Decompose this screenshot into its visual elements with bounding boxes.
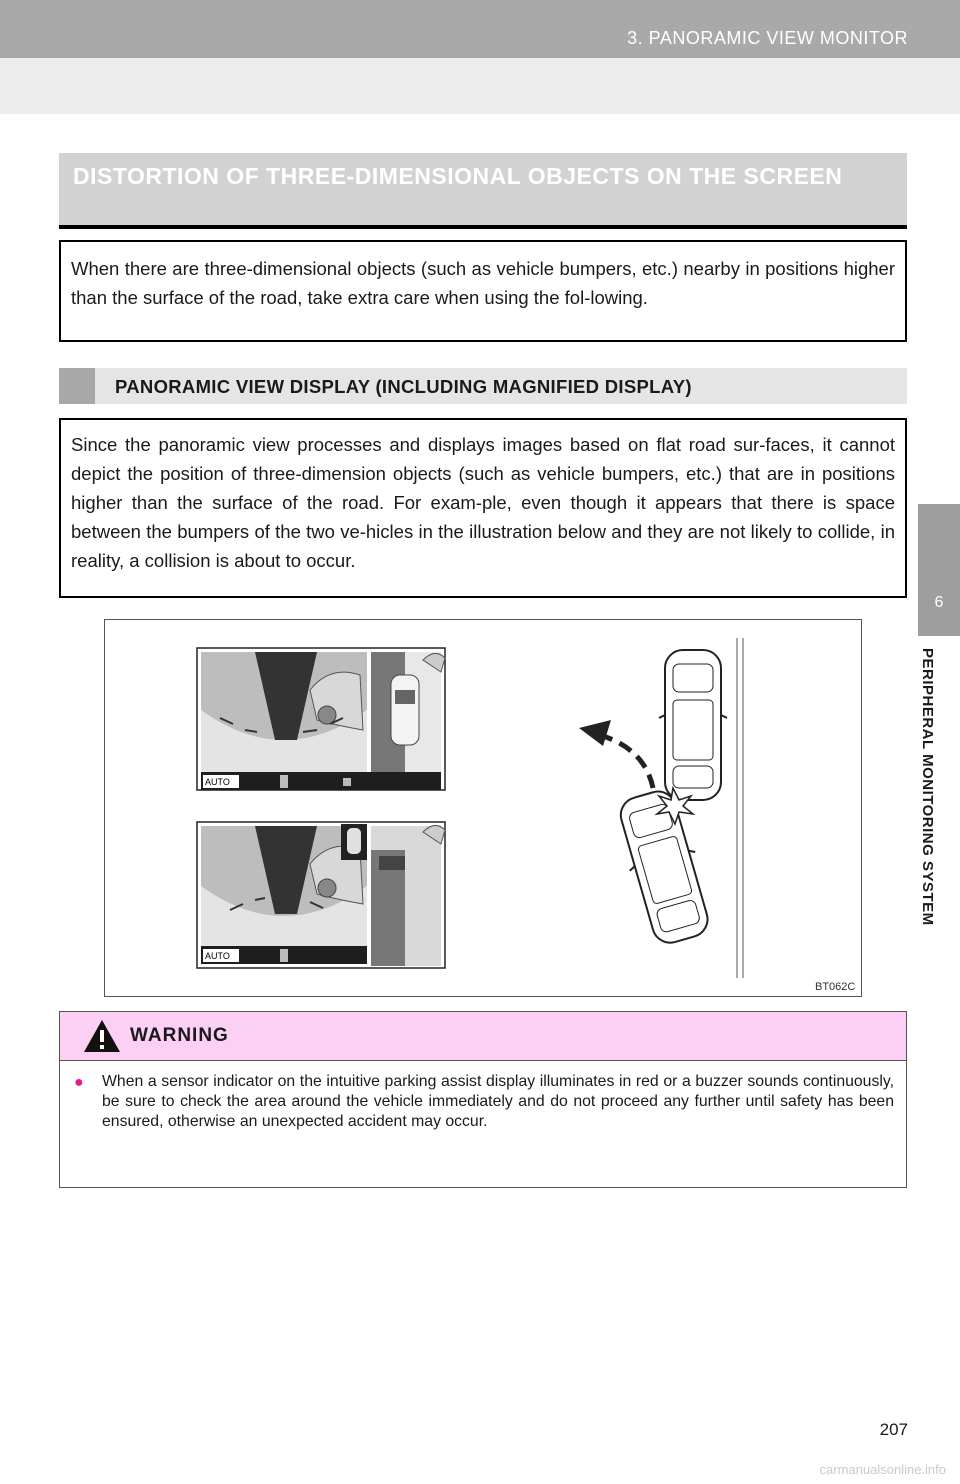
header-bar: [0, 0, 960, 58]
subsection-marker: [59, 368, 95, 404]
chapter-title: 3. PANORAMIC VIEW MONITOR: [627, 28, 908, 48]
section-heading: [59, 153, 907, 229]
warning-header: [60, 1012, 906, 1061]
header-band: [0, 58, 960, 114]
screen-label-top: AUTO: [205, 777, 230, 787]
monitor-screen-bottom: [197, 822, 445, 968]
chapter-tab[interactable]: [918, 504, 960, 636]
direction-arrow: [579, 720, 611, 746]
page-number: 207: [879, 1420, 908, 1439]
illustration-code: BT062C: [815, 981, 856, 993]
illustration-drawing: [105, 620, 861, 996]
section-title: DISTORTION OF THREE-DIMENSIONAL OBJECTS ON THE SCREEN: [73, 163, 843, 189]
warning-text: When a sensor indicator on the intuitive parking assist display illuminates in red or a buzzer sounds continuously, be sure to check the area around the vehicle immediately and do not proceed any further until safety has been ensured, otherwise an unexpected accident may occur.: [102, 1073, 894, 1130]
chapter-side-label: PERIPHERAL MONITORING SYSTEM: [919, 648, 936, 926]
watermark: carmanualsonline.info: [819, 1462, 946, 1477]
warning-box: [59, 1011, 907, 1188]
intro-text: When there are three-dimensional objects (such as vehicle bumpers, etc.) nearby in positions higher than the surface of the road, take extra care when using the fol-lowing.: [71, 258, 895, 308]
collision-illustration: [104, 619, 862, 997]
parked-car: [659, 650, 727, 800]
subsection-title: PANORAMIC VIEW DISPLAY (INCLUDING MAGNIFIED DISPLAY): [115, 376, 692, 397]
warning-title: WARNING: [130, 1025, 229, 1046]
screen-label-bottom: AUTO: [205, 951, 230, 961]
chapter-tab-number: 6: [934, 594, 944, 611]
monitor-screen-top: [197, 648, 445, 790]
intro-box: [59, 240, 907, 342]
warning-bullet-icon: ●: [74, 1074, 84, 1091]
subsection-heading: [59, 368, 907, 404]
subsection-body-text: Since the panoramic view processes and displays images based on flat road sur-faces, it cannot depict the position of three-dimension objects (such as vehicle bumpers, etc.) that are in positions higher than the surface of the road. For exam-ple, even though it appears that there is space between the bumpers of the two ve-hicles in the illustration below and they are not likely to collide, in reality, a collision is about to occur.: [71, 434, 895, 571]
subsection-body-box: [59, 418, 907, 598]
warning-triangle-icon: [82, 1018, 122, 1054]
